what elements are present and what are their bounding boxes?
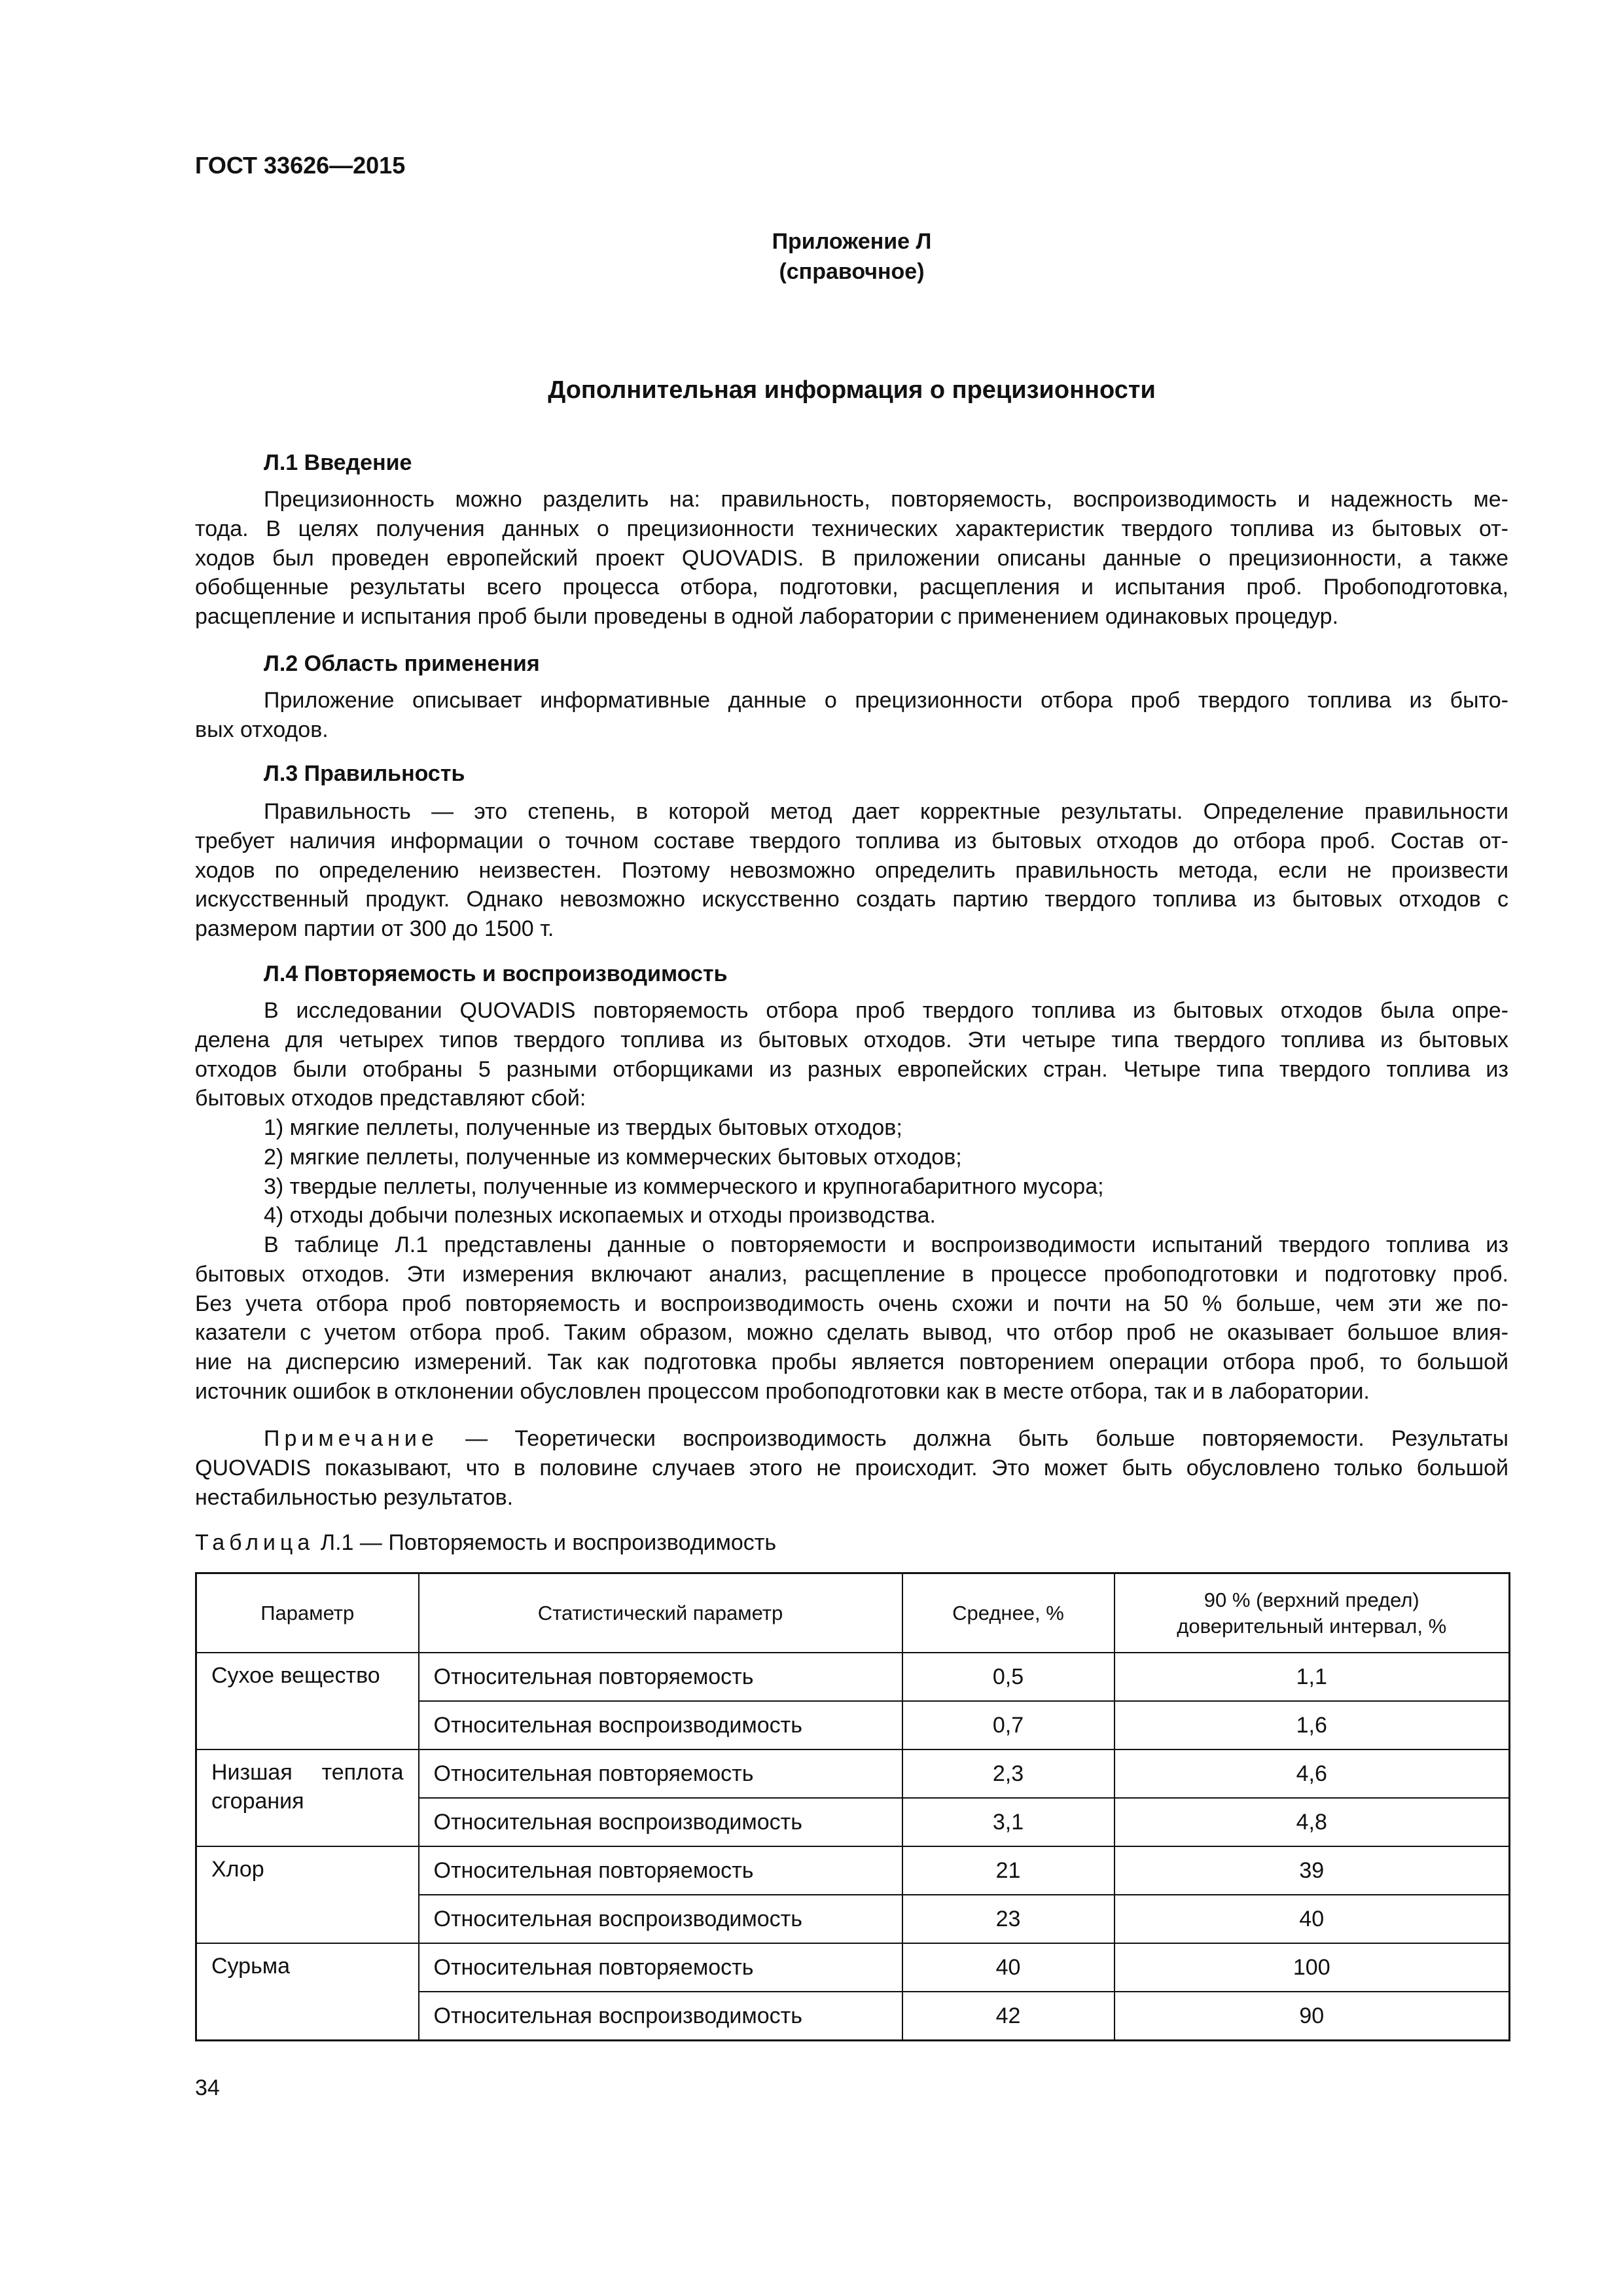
table-caption [195, 1528, 776, 1558]
table-row [196, 1846, 1510, 1895]
list-item: 1) мягкие пеллеты, полученные из твердых бытовых отходов; [264, 1115, 902, 1140]
cell-upper: 100 [1115, 1943, 1510, 1992]
text-line: обобщенные результаты всего процесса отбора, подготовки, расщепления и испытания проб. Пробоподготовка, [195, 575, 1508, 600]
cell-stat: Относительная воспроизводимость [419, 1895, 902, 1943]
text-line: В исследовании QUOVADIS повторяемость отбора проб твердого топлива из бытовых отходов была опре- [264, 998, 1508, 1023]
text-line: Прецизионность можно разделить на: правильность, повторяемость, воспроизводимость и надежность ме- [264, 487, 1508, 512]
list-item: 4) отходы добычи полезных ископаемых и отходы производства. [264, 1203, 936, 1229]
section-1-paragraph [195, 485, 1508, 632]
text-line: нестабильностью результатов. [195, 1484, 514, 1510]
cell-mean: 23 [902, 1895, 1115, 1943]
annex-type: (справочное) [779, 259, 925, 284]
table-header-row [196, 1573, 1510, 1653]
column-header-confidence-line-2: доверительный интервал, % [1177, 1614, 1447, 1638]
table-body [196, 1653, 1510, 2041]
text-line: искусственный продукт. Однако невозможно искусственно создать партию твердого топлива из бытовых отходов с [195, 887, 1508, 912]
column-header-parameter: Параметр [196, 1573, 419, 1653]
section-4-paragraph [195, 996, 1508, 1113]
section-3-paragraph [195, 797, 1508, 944]
cell-stat: Относительная воспроизводимость [419, 1992, 902, 2041]
text-line: расщепление и испытания проб были проведены в одной лаборатории с применением одинаковых процедур. [195, 604, 1339, 630]
cell-upper: 1,6 [1115, 1701, 1510, 1749]
document-code: ГОСТ 33626—2015 [195, 152, 406, 179]
cell-upper: 4,6 [1115, 1749, 1510, 1798]
text-line: ходов был проведен европейский проект QUOVADIS. В приложении описаны данные о прецизионности, а также [195, 545, 1508, 571]
cell-mean: 40 [902, 1943, 1115, 1992]
list-item: 2) мягкие пеллеты, полученные из коммерческих бытовых отходов; [264, 1144, 962, 1170]
table-caption-text: Л.1 — Повторяемость и воспроизводимость [314, 1530, 777, 1555]
cell-stat: Относительная повторяемость [419, 1653, 902, 1701]
cell-mean: 3,1 [902, 1798, 1115, 1846]
cell-parameter-line-2: сгорания [211, 1789, 304, 1814]
text-line: источник ошибок в отклонении обусловлен процессом пробоподготовки как в месте отбора, так и в лаборатории. [195, 1378, 1370, 1404]
note [195, 1424, 1508, 1512]
text-line: В таблице Л.1 представлены данные о повторяемости и воспроизводимости испытаний твердого топлива из [264, 1232, 1508, 1257]
annex-heading [195, 226, 1508, 287]
text-line: бытовых отходов представляют сбой: [195, 1086, 586, 1111]
text-line: Правильность — это степень, в которой метод дает корректные результаты. Определение правильности [264, 799, 1508, 824]
text-line: QUOVADIS показывают, что в половине случаев этого не происходит. Это может быть обусловлено только большой [195, 1455, 1508, 1480]
column-header-confidence-line-1: 90 % (верхний предел) [1204, 1588, 1419, 1611]
note-first-line [195, 1424, 1508, 1454]
cell-mean: 0,7 [902, 1701, 1115, 1749]
page-number: 34 [195, 2075, 220, 2100]
text-line: ходов по определению неизвестен. Поэтому невозможно определить правильность метода, если не произвести [195, 857, 1508, 883]
cell-parameter [196, 1749, 419, 1846]
table-row [196, 1749, 1510, 1798]
text-line: ние на дисперсию измерений. Так как подготовка пробы является повторением операции отбора проб, то большой [195, 1350, 1508, 1375]
column-header-confidence [1115, 1573, 1510, 1653]
note-label: Примечание [264, 1426, 438, 1451]
cell-stat: Относительная воспроизводимость [419, 1701, 902, 1749]
text-line: Приложение описывает информативные данные о прецизионности отбора проб твердого топлива из быто- [264, 688, 1508, 713]
note-first-text: — Теоретически воспроизводимость должна быть больше повторяемости. Результаты [438, 1426, 1508, 1451]
cell-upper: 4,8 [1115, 1798, 1510, 1846]
section-heading-4: Л.4 Повторяемость и воспроизводимость [264, 961, 728, 986]
cell-upper: 1,1 [1115, 1653, 1510, 1701]
data-table [195, 1572, 1510, 2041]
cell-parameter: Сурьма [196, 1943, 419, 2041]
table-row [196, 1943, 1510, 1992]
section-heading-2: Л.2 Область применения [264, 651, 540, 676]
cell-mean: 2,3 [902, 1749, 1115, 1798]
text-line: размером партии от 300 до 1500 т. [195, 916, 554, 942]
note-rest [195, 1454, 1508, 1513]
cell-mean: 21 [902, 1846, 1115, 1895]
annex-label: Приложение Л [772, 229, 932, 254]
text-line: требует наличия информации о точном составе твердого топлива из бытовых отходов до отбора проб. Состав от- [195, 828, 1508, 853]
cell-upper: 90 [1115, 1992, 1510, 2041]
list-item: 3) твердые пеллеты, полученные из коммерческого и крупногабаритного мусора; [264, 1174, 1104, 1199]
section-heading-3: Л.3 Правильность [264, 761, 465, 786]
cell-parameter: Сухое вещество [196, 1653, 419, 1749]
text-line: отходов были отобраны 5 разными отборщиками из разных европейских стран. Четыре типа твердого топлива из [195, 1056, 1508, 1082]
cell-parameter: Хлор [196, 1846, 419, 1943]
cell-stat: Относительная повторяемость [419, 1846, 902, 1895]
text-line: бытовых отходов. Эти измерения включают анализ, расщепление в процессе пробоподготовки и подготовку проб. [195, 1261, 1508, 1287]
cell-upper: 39 [1115, 1846, 1510, 1895]
cell-stat: Относительная повторяемость [419, 1943, 902, 1992]
column-header-stat-parameter: Статистический параметр [419, 1573, 902, 1653]
cell-parameter-line-1: Низшая теплота [211, 1760, 404, 1785]
cell-upper: 40 [1115, 1895, 1510, 1943]
column-header-mean: Среднее, % [902, 1573, 1115, 1653]
cell-stat: Относительная повторяемость [419, 1749, 902, 1798]
text-line: тода. В целях получения данных о прецизионности технических характеристик твердого топлива из бытовых от- [195, 516, 1508, 541]
cell-mean: 42 [902, 1992, 1115, 2041]
section-4-list [195, 1113, 1508, 1230]
table-caption-label: Таблица [195, 1530, 315, 1555]
page-title: Дополнительная информация о прецизионности [548, 376, 1156, 404]
cell-stat: Относительная воспроизводимость [419, 1798, 902, 1846]
section-2-paragraph [195, 686, 1508, 745]
text-line: казатели с учетом отбора проб. Таким образом, можно сделать вывод, что отбор проб не оказывает большое влия- [195, 1320, 1508, 1346]
cell-mean: 0,5 [902, 1653, 1115, 1701]
text-line: Без учета отбора проб повторяемость и воспроизводимость очень схожи и почти на 50 % больше, чем эти же по- [195, 1291, 1508, 1316]
text-line: делена для четырех типов твердого топлива из бытовых отходов. Эти четыре типа твердого топлива из бытовых [195, 1027, 1508, 1052]
section-heading-1: Л.1 Введение [264, 450, 412, 475]
text-line: вых отходов. [195, 717, 329, 742]
section-4-paragraph-2 [195, 1230, 1508, 1407]
table-row [196, 1653, 1510, 1701]
